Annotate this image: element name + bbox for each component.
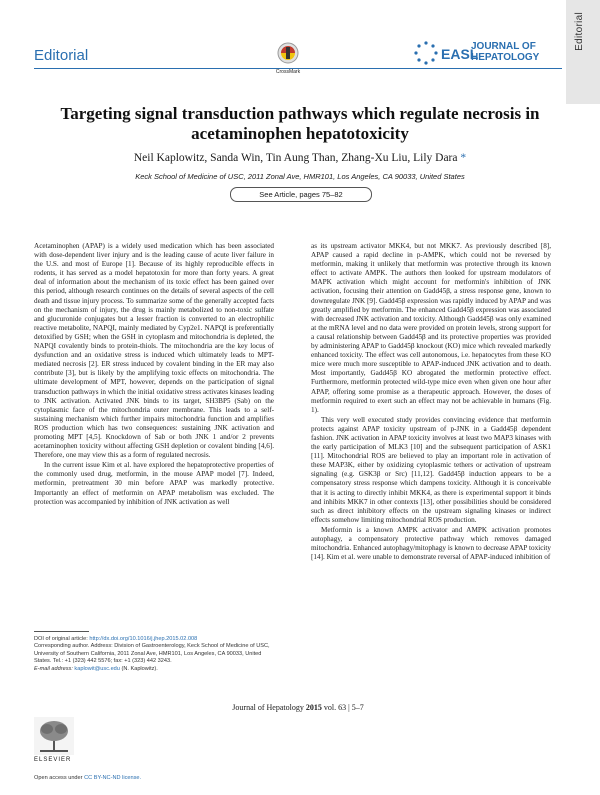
affiliation: Keck School of Medicine of USC, 2011 Zonal Ave, HMR101, Los Angeles, CA 90033, United States	[135, 172, 465, 181]
body-column-right	[311, 242, 551, 562]
license-link[interactable]: CC BY-NC-ND license.	[84, 775, 142, 781]
paragraph: Metformin is a known AMPK activator and AMPK activation promotes autophagy, a compensatory protective pathway which removes damaged mitochondria. Enhanced autophagy/mitophagy is known to decrease APAP toxicity [14]. Kim et al. were unable to demonstrate reversal of APAP-induced inhibition of	[311, 525, 551, 562]
email-footnote	[34, 666, 274, 673]
journal-name-line2: HEPATOLOGY	[471, 52, 540, 63]
body-column-left	[34, 242, 274, 507]
side-tab	[566, 0, 600, 104]
journal-volume: vol. 63	[323, 703, 347, 712]
easl-text: EASL	[441, 46, 479, 62]
elsevier-tree-icon	[34, 717, 74, 755]
journal-citation: Journal of Hepatology 2015 vol. 63 | 5–7	[232, 703, 364, 712]
doi-label: DOI of original article:	[34, 636, 88, 642]
footnote-rule	[34, 631, 89, 632]
open-access-notice	[34, 775, 141, 781]
paragraph: as its upstream activator MKK4, but not MKK7. As previously described [8], APAP caused a rapid decline in p-AMPK, which could not be reversed by metformin, making it unlikely that metformin was protective through its known effect to activate AMPK. The authors then looked for upstream modulators of MAPK activation which might account for metformin's inhibition of JNK activation, focusing their attention on Gadd45β, a stress response gene, known to downregulate JNK [9]. Gadd45β expression was rapidly induced by APAP and was greatly amplified by metformin. The enhanced Gadd45β expression was associated with decreased JNK activation and toxicity. Although Gadd45β was only examined at the mRNA level and no data were provided on protein levels, strong support for a causal relationship between Gadd45β and its protective properties was provided by administering APAP to Gadd45β knockout (KO) mice which revealed markedly enhanced toxicity. The effect was cell autonomous, i.e. hepatocytes from these KO mice were much more susceptible to APAP-induced JNK activation and to death. Most importantly, Gadd45β KO abrogated the metformin protective effect. Furthermore, metformin protected wild-type mice even when given one hour after APAP, offering some promise as a therapeutic approach. However, the doses of metformin required to exert such an effect may not be achievable in humans (Fig. 1).	[311, 242, 551, 414]
email-link[interactable]: kaplowit@usc.edu	[74, 665, 120, 672]
paragraph: In the current issue Kim et al. have explored the hepatoprotective properties of the commonly used drug, metformin, in the mouse APAP model [7]. Indeed, metformin, pretreatment 30 min before APAP was markedly protective. Importantly an effect of metformin on APAP metabolism was excluded. The protection was accompanied by inhibition of JNK activation as well	[34, 461, 274, 506]
corresponding-marker[interactable]: *	[460, 152, 467, 164]
publisher-name: ELSEVIER	[34, 757, 72, 763]
easl-star-icon	[413, 40, 439, 66]
doi-footnote	[34, 636, 274, 643]
side-tab-label: Editorial	[574, 12, 585, 51]
email-label: E-mail address:	[34, 665, 73, 672]
journal-name-line1: JOURNAL OF	[471, 41, 536, 52]
footnotes	[34, 636, 274, 673]
journal-pages: 5–7	[351, 703, 364, 712]
email-name: (N. Kaplowitz).	[121, 665, 158, 672]
journal-logo	[413, 38, 563, 68]
doi-link[interactable]: http://dx.doi.org/10.1016/j.jhep.2015.02.008	[89, 636, 198, 642]
crossmark-icon	[277, 42, 299, 64]
corresponding-footnote: Corresponding author. Address: Division of Gastroenterology, Keck School of Medicine of USC, University of Southern California, 2011 Zonal Ave, HMR101, Los Angeles, CA 90033, United States. Tel.: +1 (323) 442 5576; fax: +1 (323) 442 3243.	[34, 643, 270, 665]
authors-text: Neil Kaplowitz, Sanda Win, Tin Aung Than, Zhang-Xu Liu, Lily Dara	[133, 152, 458, 164]
author-list	[60, 152, 540, 164]
see-article-link[interactable]: See Article, pages 75–82	[230, 187, 372, 202]
journal-name	[471, 41, 563, 63]
journal-title: Journal of Hepatology	[232, 703, 304, 712]
paragraph: Acetaminophen (APAP) is a widely used medication which has been associated with dose-dependent liver injury and is the leading cause of acute liver failure in the U.S. and most of Europe [1]. Because of its highly reproducible effects in rodents, it has served as a model hepatotoxin for more than forty years. A great deal of information about the mechanism of its toxic effect has been gained over this period, although research continues on the details of several aspects of the cell death and tissue injury process. To summarize some of the generally accepted facts on the mechanism of injury, the drug is mainly metabolized to non-toxic sulfate and glucuronide conjugates but a lesser fraction is converted to an electrophilic reactive metabolite, NAPQI, mainly mediated by Cyp2e1. NAPQI is preferentially detoxified by GSH; when the GSH in cytoplasm and mitochondria is depleted, the NAPQI covalently binds to protein-thiols. The mitochondria are the key locus of dysfunction and an oxidative stress is induced which ultimately leads to MPT-mediated necrosis [2]. ER stress induced by covalent binding in the ER may also contribute [3], but is likely by the amplifying toxic effects on mitochondria. The ultimate development of MPT, however, depends on the participation of signal transduction pathways in which the initial oxidative stress activates kinases leading to JNK activation. Activated JNK binds to its target, SH3BP5 (Sab) on the cytoplasmic face of the mitochondria outer membrane. This leads to a self-sustaining mechanism which further impairs mitochondria function and amplifies ROS production which has two consequences: sustaining JNK activation and promoting MPT [4,5]. Knockdown of Sab or both JNK 1 and/or 2 prevents acetaminophen toxicity without affecting GSH depletion or covalent binding [4,6]. Therefore, one may view this as a form of regulated necrosis.	[34, 242, 274, 460]
crossmark-badge[interactable]	[268, 42, 308, 75]
crossmark-label: CrossMark	[275, 69, 301, 75]
open-access-label: Open access under	[34, 775, 83, 781]
paragraph: This very well executed study provides convincing evidence that metformin protects against APAP toxicity upstream of p-JNK in a Gadd45β dependent fashion. JNK activation in APAP toxicity involves at least two MAP3 kinases with the early participation of MLK3 [10] and the subsequent participation of ASK1 [11]. Mitochondrial ROS are believed to play an important role in activation of these MAP3K, either by oxidizing cytoplasmic tethers or activation of upstream signaling (e.g. GSK3β or Src) [11,12]. Gadd45β induction appears to be a compensatory stress response which dampens toxicity. Although it is conceivable that it is acting to directly inhibit MKK4, as there is experimental support it binds and inhibits MKK7 in other contexts [13], other possibilities should be considered such as direct inhibitory effects on the upstream signaling kinases or indirect effects somehow limiting mitochondrial ROS production.	[311, 415, 551, 524]
section-label: Editorial	[34, 47, 89, 64]
article-title: Targeting signal transduction pathways which regulate necrosis in acetaminophen hepatotoxicity	[60, 104, 540, 143]
journal-year: 2015	[305, 703, 322, 712]
